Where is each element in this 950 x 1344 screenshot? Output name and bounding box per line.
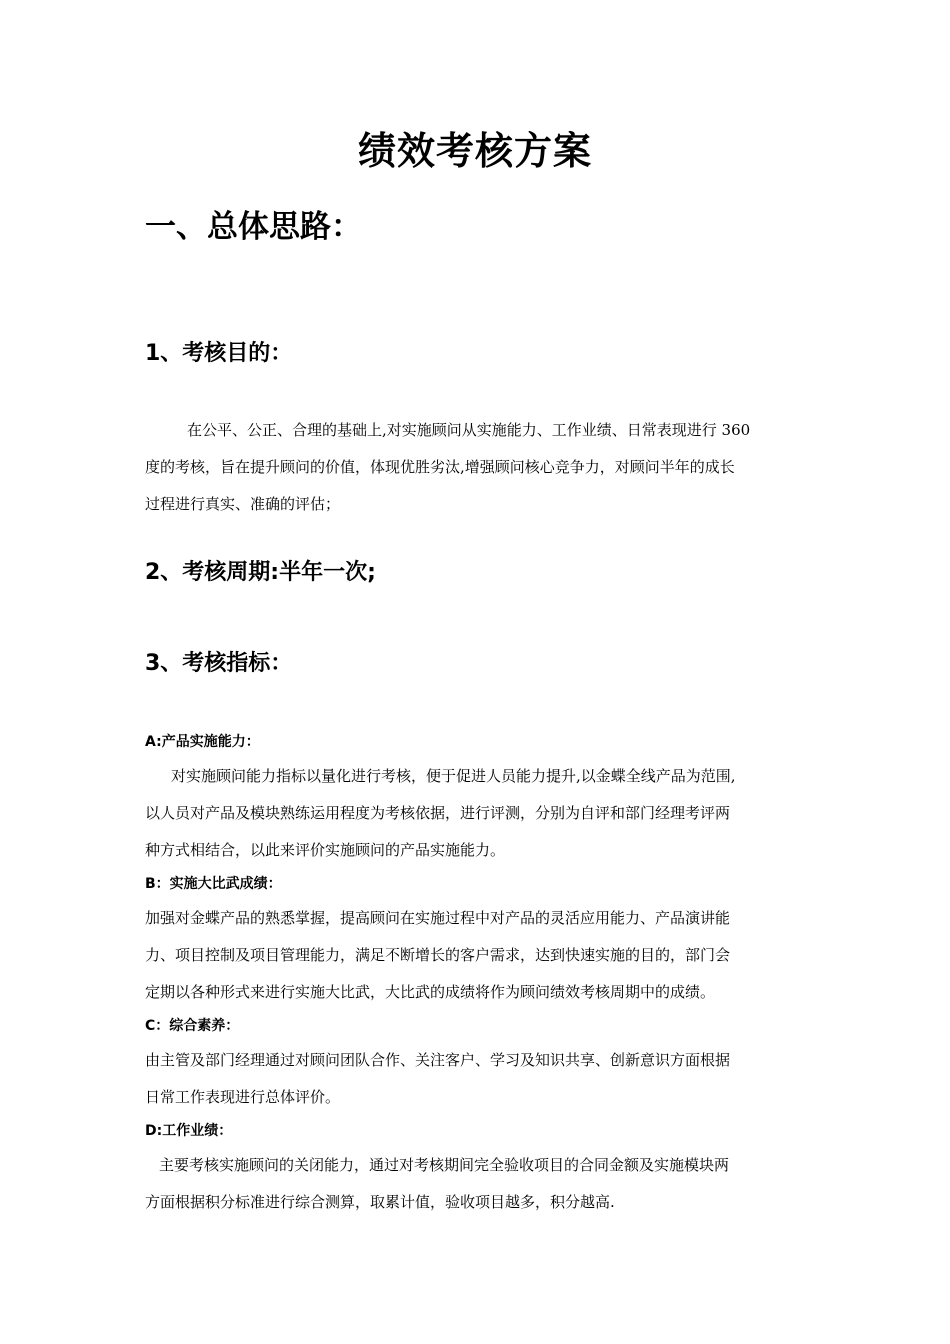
paragraph-line: 度的考核，旨在提升顾问的价值，体现优胜劣汰,增强顾问核心竞争力，对顾问半年的成长 [145, 458, 735, 476]
paragraph-line: 对实施顾问能力指标以量化进行考核，便于促进人员能力提升,以金蝶全线产品为范围, [171, 767, 736, 785]
paragraph-line: 主要考核实施顾问的关闭能力，通过对考核期间完全验收项目的合同金额及实施模块两 [159, 1156, 730, 1174]
paragraph-line: 种方式相结合，以此来评价实施顾问的产品实施能力。 [145, 841, 506, 859]
paragraph-indicator-d [145, 1147, 810, 1221]
paragraph-assessment-purpose [145, 412, 810, 523]
paragraph-indicator-b [145, 900, 810, 1011]
heading-assessment-cycle: 2、考核周期:半年一次; [145, 560, 376, 585]
paragraph-line: 力、项目控制及项目管理能力，满足不断增长的客户需求，达到快速实施的目的，部门会 [145, 946, 731, 964]
subheading-indicator-a: A:产品实施能力： [145, 734, 260, 750]
paragraph-line: 由主管及部门经理通过对顾问团队合作、关注客户、学习及知识共享、创新意识方面根据 [145, 1051, 731, 1069]
subheading-indicator-d: D:工作业绩： [145, 1123, 233, 1139]
paragraph-line: 加强对金蝶产品的熟悉掌握，提高顾问在实施过程中对产品的灵活应用能力、产品演讲能 [145, 909, 731, 927]
paragraph-indicator-a [145, 758, 810, 869]
heading-assessment-indicators: 3、考核指标： [145, 651, 293, 676]
paragraph-line: 过程进行真实、准确的评估； [145, 495, 341, 513]
paragraph-line: 日常工作表现进行总体评价。 [145, 1088, 341, 1106]
paragraph-line: 方面根据积分标准进行综合测算，取累计值，验收项目越多，积分越高. [145, 1193, 615, 1211]
paragraph-indicator-c [145, 1042, 810, 1116]
heading-assessment-purpose: 1、考核目的： [145, 341, 293, 366]
subheading-indicator-b: B：实施大比武成绩： [145, 876, 282, 892]
document-title: 绩效考核方案 [357, 129, 592, 173]
subheading-indicator-c: C：综合素养： [145, 1018, 240, 1034]
section-heading-overall-approach: 一、总体思路： [145, 209, 362, 245]
paragraph-line: 定期以各种形式来进行实施大比武，大比武的成绩将作为顾问绩效考核周期中的成绩。 [145, 983, 716, 1001]
paragraph-line: 以人员对产品及模块熟练运用程度为考核依据，进行评测，分别为自评和部门经理考评两 [145, 804, 731, 822]
paragraph-line: 在公平、公正、合理的基础上,对实施顾问从实施能力、工作业绩、日常表现进行 360 [187, 421, 751, 439]
